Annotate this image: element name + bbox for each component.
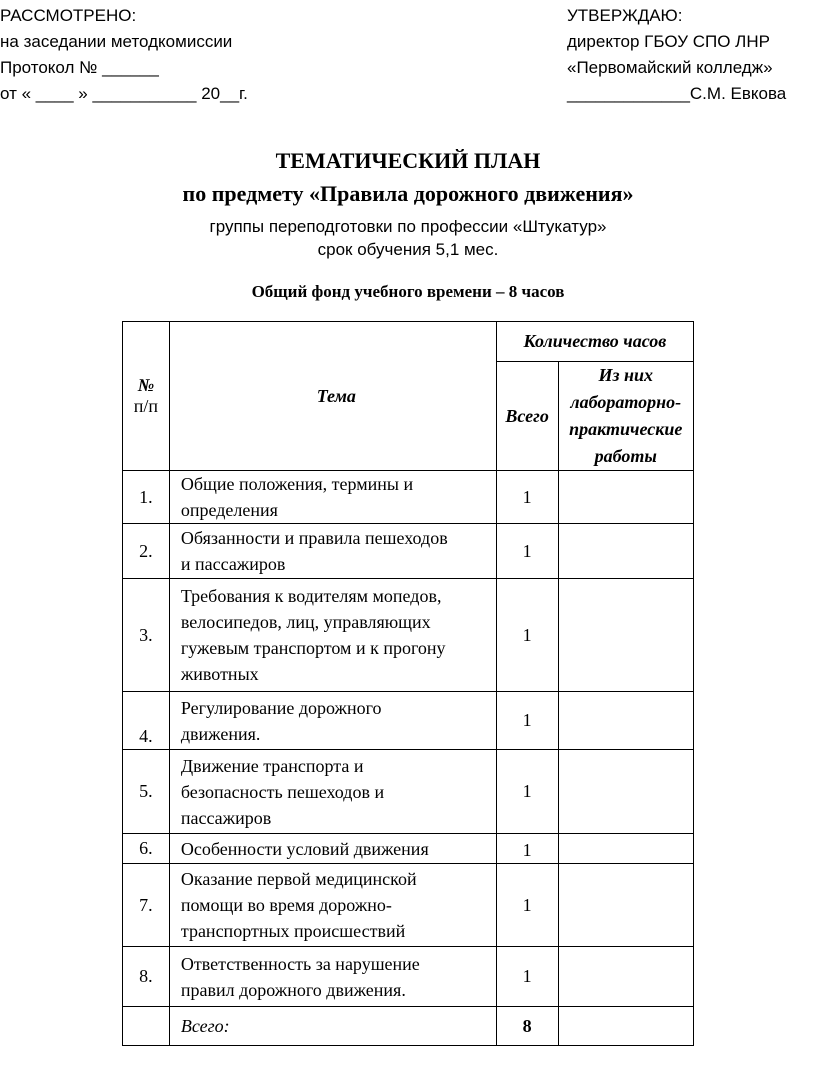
row-topic [169, 834, 496, 864]
total-row-hours: 8 [496, 1007, 558, 1046]
table-row [123, 750, 694, 834]
row-lab-hours [558, 579, 694, 692]
row-number: 5. [123, 750, 170, 834]
row-topic [169, 692, 496, 750]
row-number: 7. [123, 864, 170, 947]
row-topic-line: пассажиров [180, 807, 272, 828]
table-row [123, 524, 694, 579]
header-lab-work [558, 362, 694, 471]
row-topic [169, 524, 496, 579]
row-lab-hours [558, 471, 694, 524]
row-topic-line: Движение транспорта и [180, 755, 364, 776]
row-lab-hours [558, 947, 694, 1007]
total-row-number-cell [123, 1007, 170, 1046]
header-total: Всего [496, 362, 558, 471]
group-description: группы переподготовки по профессии «Штукатур» [209, 217, 607, 236]
row-total-hours: 1 [496, 750, 558, 834]
header-right-line-1: УТВЕРЖДАЮ: [567, 6, 683, 25]
header-num-cell [123, 322, 170, 471]
header-lab-line-4: работы [594, 446, 657, 466]
header-left-line-4: от « ____ » ___________ 20__г. [0, 84, 248, 103]
row-total-hours: 1 [496, 947, 558, 1007]
table-header-row [123, 322, 694, 362]
table-row [123, 947, 694, 1007]
table-total-row [123, 1007, 694, 1046]
table-row [123, 864, 694, 947]
row-topic-line: Требования к водителям мопедов, [180, 586, 442, 606]
row-total-hours: 1 [496, 524, 558, 579]
header-hours: Количество часов [496, 322, 693, 362]
study-duration: срок обучения 5,1 мес. [317, 240, 499, 259]
row-topic [169, 864, 496, 947]
row-total-hours: 1 [496, 471, 558, 524]
row-topic-line: гужевым транспортом и к прогону [180, 638, 446, 658]
table-row [123, 692, 694, 750]
page-title-subject: по предмету «Правила дорожного движения» [182, 181, 634, 206]
row-topic-line: безопасность пешеходов и [180, 781, 385, 802]
total-row-lab-hours [558, 1007, 694, 1046]
row-number: 4. [123, 692, 170, 750]
row-total-hours: 1 [496, 579, 558, 692]
row-number: 2. [123, 524, 170, 579]
row-total-hours: 1 [496, 692, 558, 750]
header-topic: Тема [169, 322, 496, 471]
row-lab-hours [558, 834, 694, 864]
row-topic-line: Общие положения, термины и [180, 474, 414, 494]
header-right-line-2: директор ГБОУ СПО ЛНР [567, 32, 770, 51]
header-right-line-3: «Первомайский колледж» [567, 58, 773, 77]
table-row [123, 471, 694, 524]
row-topic [169, 471, 496, 524]
row-lab-hours [558, 864, 694, 947]
row-topic-line: транспортных происшествий [180, 921, 406, 941]
header-left-line-2: на заседании методкомиссии [0, 32, 233, 51]
row-topic-line: Оказание первой медицинской [180, 869, 417, 889]
total-row-label: Всего: [169, 1007, 496, 1046]
header-num-symbol: № [137, 375, 155, 395]
header-lab-line-1: Из них [598, 365, 654, 385]
header-lab-line-3: практические [569, 419, 683, 439]
row-topic-line: велосипедов, лиц, управляющих [180, 612, 431, 632]
row-topic-line: Регулирование дорожного [180, 697, 382, 718]
row-lab-hours [558, 524, 694, 579]
row-topic-line: движения. [180, 723, 261, 744]
row-topic-line: Ответственность за нарушение [180, 953, 420, 974]
thematic-plan-table [122, 321, 694, 1046]
row-topic-line: и пассажиров [180, 554, 286, 574]
row-topic-line: помощи во время дорожно- [180, 895, 392, 915]
row-lab-hours [558, 750, 694, 834]
row-topic-line: Особенности условий движения [180, 838, 429, 859]
header-right-block [567, 3, 786, 107]
total-study-time: Общий фонд учебного времени – 8 часов [251, 282, 565, 301]
table-row [123, 579, 694, 692]
row-topic-line: животных [180, 664, 259, 684]
page-title: ТЕМАТИЧЕСКИЙ ПЛАН [275, 148, 541, 173]
row-number: 8. [123, 947, 170, 1007]
header-left-line-3: Протокол № ______ [0, 58, 159, 77]
row-lab-hours [558, 692, 694, 750]
row-topic-line: определения [180, 500, 278, 520]
row-total-hours: 1 [496, 864, 558, 947]
row-total-hours: 1 [496, 834, 558, 864]
row-topic [169, 947, 496, 1007]
row-topic [169, 579, 496, 692]
row-number: 3. [123, 579, 170, 692]
header-left-line-1: РАССМОТРЕНО: [0, 6, 137, 25]
row-number: 6. [123, 834, 170, 864]
row-topic-line: правил дорожного движения. [180, 979, 406, 1000]
table-row [123, 834, 694, 864]
header-left-block [0, 3, 248, 107]
row-number: 1. [123, 471, 170, 524]
row-topic [169, 750, 496, 834]
row-topic-line: Обязанности и правила пешеходов [180, 528, 448, 548]
header-right-line-4: _____________С.М. Евкова [567, 84, 787, 103]
header-num-label: п/п [133, 396, 159, 416]
header-lab-line-2: лабораторно- [570, 392, 682, 412]
